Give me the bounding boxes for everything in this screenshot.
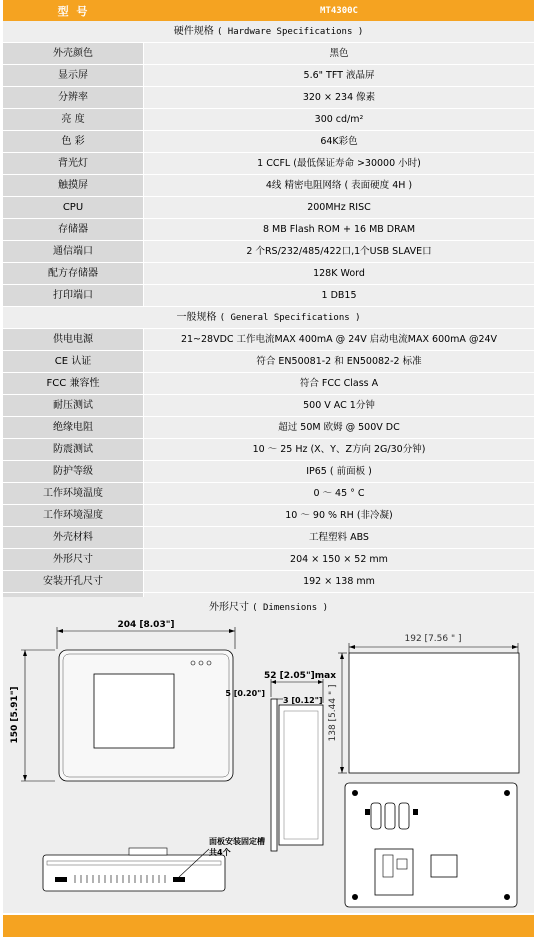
dimensions-title xyxy=(3,597,534,619)
general-title-en: ( General Specifications ) xyxy=(219,313,361,323)
general-title-zh: 一般规格 xyxy=(176,312,217,323)
spec-value: 204 × 150 × 52 mm xyxy=(144,549,534,570)
front-view xyxy=(10,620,235,781)
spec-key: 色 彩 xyxy=(3,131,144,152)
spec-row xyxy=(3,153,534,175)
spec-key: 触摸屏 xyxy=(3,175,144,196)
spec-key: 外壳材料 xyxy=(3,527,144,548)
spec-sheet xyxy=(3,0,534,937)
spec-row xyxy=(3,263,534,285)
clamp-note-line1: 面板安装固定槽 xyxy=(209,837,265,846)
model-label: 型 号 xyxy=(57,4,90,18)
spec-key: 安装开孔尺寸 xyxy=(3,571,144,592)
spec-key: 工作环境湿度 xyxy=(3,505,144,526)
spec-key: 防护等级 xyxy=(3,461,144,482)
side-panel-label: 3 [0.12"] xyxy=(283,696,323,705)
spec-value: 超过 50M 欧姆 @ 500V DC xyxy=(144,417,534,438)
side-view xyxy=(225,671,336,851)
spec-row xyxy=(3,395,534,417)
spec-value: 工程塑料 ABS xyxy=(144,527,534,548)
spec-row xyxy=(3,87,534,109)
hardware-spec-table xyxy=(3,43,534,307)
front-screen xyxy=(94,674,174,748)
general-spec-table xyxy=(3,329,534,615)
spec-row xyxy=(3,131,534,153)
side-bezel-label: 5 [0.20"] xyxy=(225,689,265,698)
spec-key: 分辨率 xyxy=(3,87,144,108)
dimensions-title-zh: 外形尺寸 xyxy=(208,602,249,613)
spec-row xyxy=(3,505,534,527)
front-width-label: 204 [8.03"] xyxy=(117,620,175,630)
spec-value: 1 DB15 xyxy=(144,285,534,306)
spec-value: 符合 EN50081-2 和 EN50082-2 标准 xyxy=(144,351,534,372)
spec-row xyxy=(3,527,534,549)
spec-key: 通信端口 xyxy=(3,241,144,262)
footer-bar xyxy=(3,915,534,937)
spec-key: 显示屏 xyxy=(3,65,144,86)
side-depth-label: 52 [2.05"]max xyxy=(263,671,337,681)
hardware-section-title xyxy=(3,21,534,43)
cutout-view xyxy=(328,634,519,773)
spec-key: 工作环境温度 xyxy=(3,483,144,504)
spec-value: 10 ～ 25 Hz (X、Y、Z方向 2G/30分钟) xyxy=(144,439,534,460)
spec-key: 外形尺寸 xyxy=(3,549,144,570)
spec-key: 存储器 xyxy=(3,219,144,240)
spec-key: FCC 兼容性 xyxy=(3,373,144,394)
cutout-height-label: 138 [5.44 " ] xyxy=(328,684,338,742)
spec-key: CE 认证 xyxy=(3,351,144,372)
spec-value: 0 ～ 45 ° C xyxy=(144,483,534,504)
spec-value: 64K彩色 xyxy=(144,131,534,152)
spec-row xyxy=(3,65,534,87)
spec-row xyxy=(3,351,534,373)
model-header xyxy=(3,0,534,21)
spec-value: 8 MB Flash ROM + 16 MB DRAM xyxy=(144,219,534,240)
spec-value: 1 CCFL (最低保证寿命 >30000 小时) xyxy=(144,153,534,174)
spec-value: 4线 精密电阻网络 ( 表面硬度 4H ) xyxy=(144,175,534,196)
spec-key: 配方存储器 xyxy=(3,263,144,284)
spec-key: 防震测试 xyxy=(3,439,144,460)
spec-value: 128K Word xyxy=(144,263,534,284)
dimensions-section xyxy=(3,597,534,913)
spec-row xyxy=(3,219,534,241)
spec-value: IP65 ( 前面板 ) xyxy=(144,461,534,482)
spec-key: 背光灯 xyxy=(3,153,144,174)
spec-value: 2 个RS/232/485/422口,1个USB SLAVE口 xyxy=(144,241,534,262)
spec-row xyxy=(3,175,534,197)
spec-key: 绝缘电阻 xyxy=(3,417,144,438)
spec-key: 耐压测试 xyxy=(3,395,144,416)
spec-value: 10 ～ 90 % RH (非冷凝) xyxy=(144,505,534,526)
spec-row xyxy=(3,439,534,461)
spec-value: 21~28VDC 工作电流MAX 400mA @ 24V 启动电流MAX 600mA @24V xyxy=(144,329,534,350)
spec-value: 符合 FCC Class A xyxy=(144,373,534,394)
model-value: MT4300C xyxy=(320,5,358,16)
spec-key: 亮 度 xyxy=(3,109,144,130)
spec-row xyxy=(3,483,534,505)
spec-row xyxy=(3,373,534,395)
spec-row xyxy=(3,571,534,593)
spec-row xyxy=(3,109,534,131)
front-height-label: 150 [5.91"] xyxy=(10,686,20,744)
spec-value: 5.6" TFT 液晶屏 xyxy=(144,65,534,86)
cutout-width-label: 192 [7.56 " ] xyxy=(404,634,462,644)
dimension-drawing xyxy=(3,619,534,911)
spec-value: 192 × 138 mm xyxy=(144,571,534,592)
rear-view xyxy=(345,783,517,907)
spec-key: 供电电源 xyxy=(3,329,144,350)
clamp-note-line2: 共4个 xyxy=(209,848,231,857)
hardware-title-zh: 硬件规格 xyxy=(173,26,214,37)
spec-key: 外壳颜色 xyxy=(3,43,144,64)
spec-value: 黑色 xyxy=(144,43,534,64)
spec-row xyxy=(3,43,534,65)
spec-value: 200MHz RISC xyxy=(144,197,534,218)
spec-value: 320 × 234 像素 xyxy=(144,87,534,108)
spec-value: 300 cd/m² xyxy=(144,109,534,130)
spec-row xyxy=(3,417,534,439)
spec-row xyxy=(3,197,534,219)
spec-row xyxy=(3,461,534,483)
general-section-title xyxy=(3,307,534,329)
spec-row xyxy=(3,285,534,307)
spec-row xyxy=(3,241,534,263)
spec-key: 打印端口 xyxy=(3,285,144,306)
spec-value: 500 V AC 1分钟 xyxy=(144,395,534,416)
spec-row xyxy=(3,329,534,351)
spec-row xyxy=(3,549,534,571)
bottom-view xyxy=(43,836,265,891)
spec-key: CPU xyxy=(3,197,144,218)
hardware-title-en: ( Hardware Specifications ) xyxy=(216,27,364,37)
dimensions-title-en: ( Dimensions ) xyxy=(252,603,329,613)
